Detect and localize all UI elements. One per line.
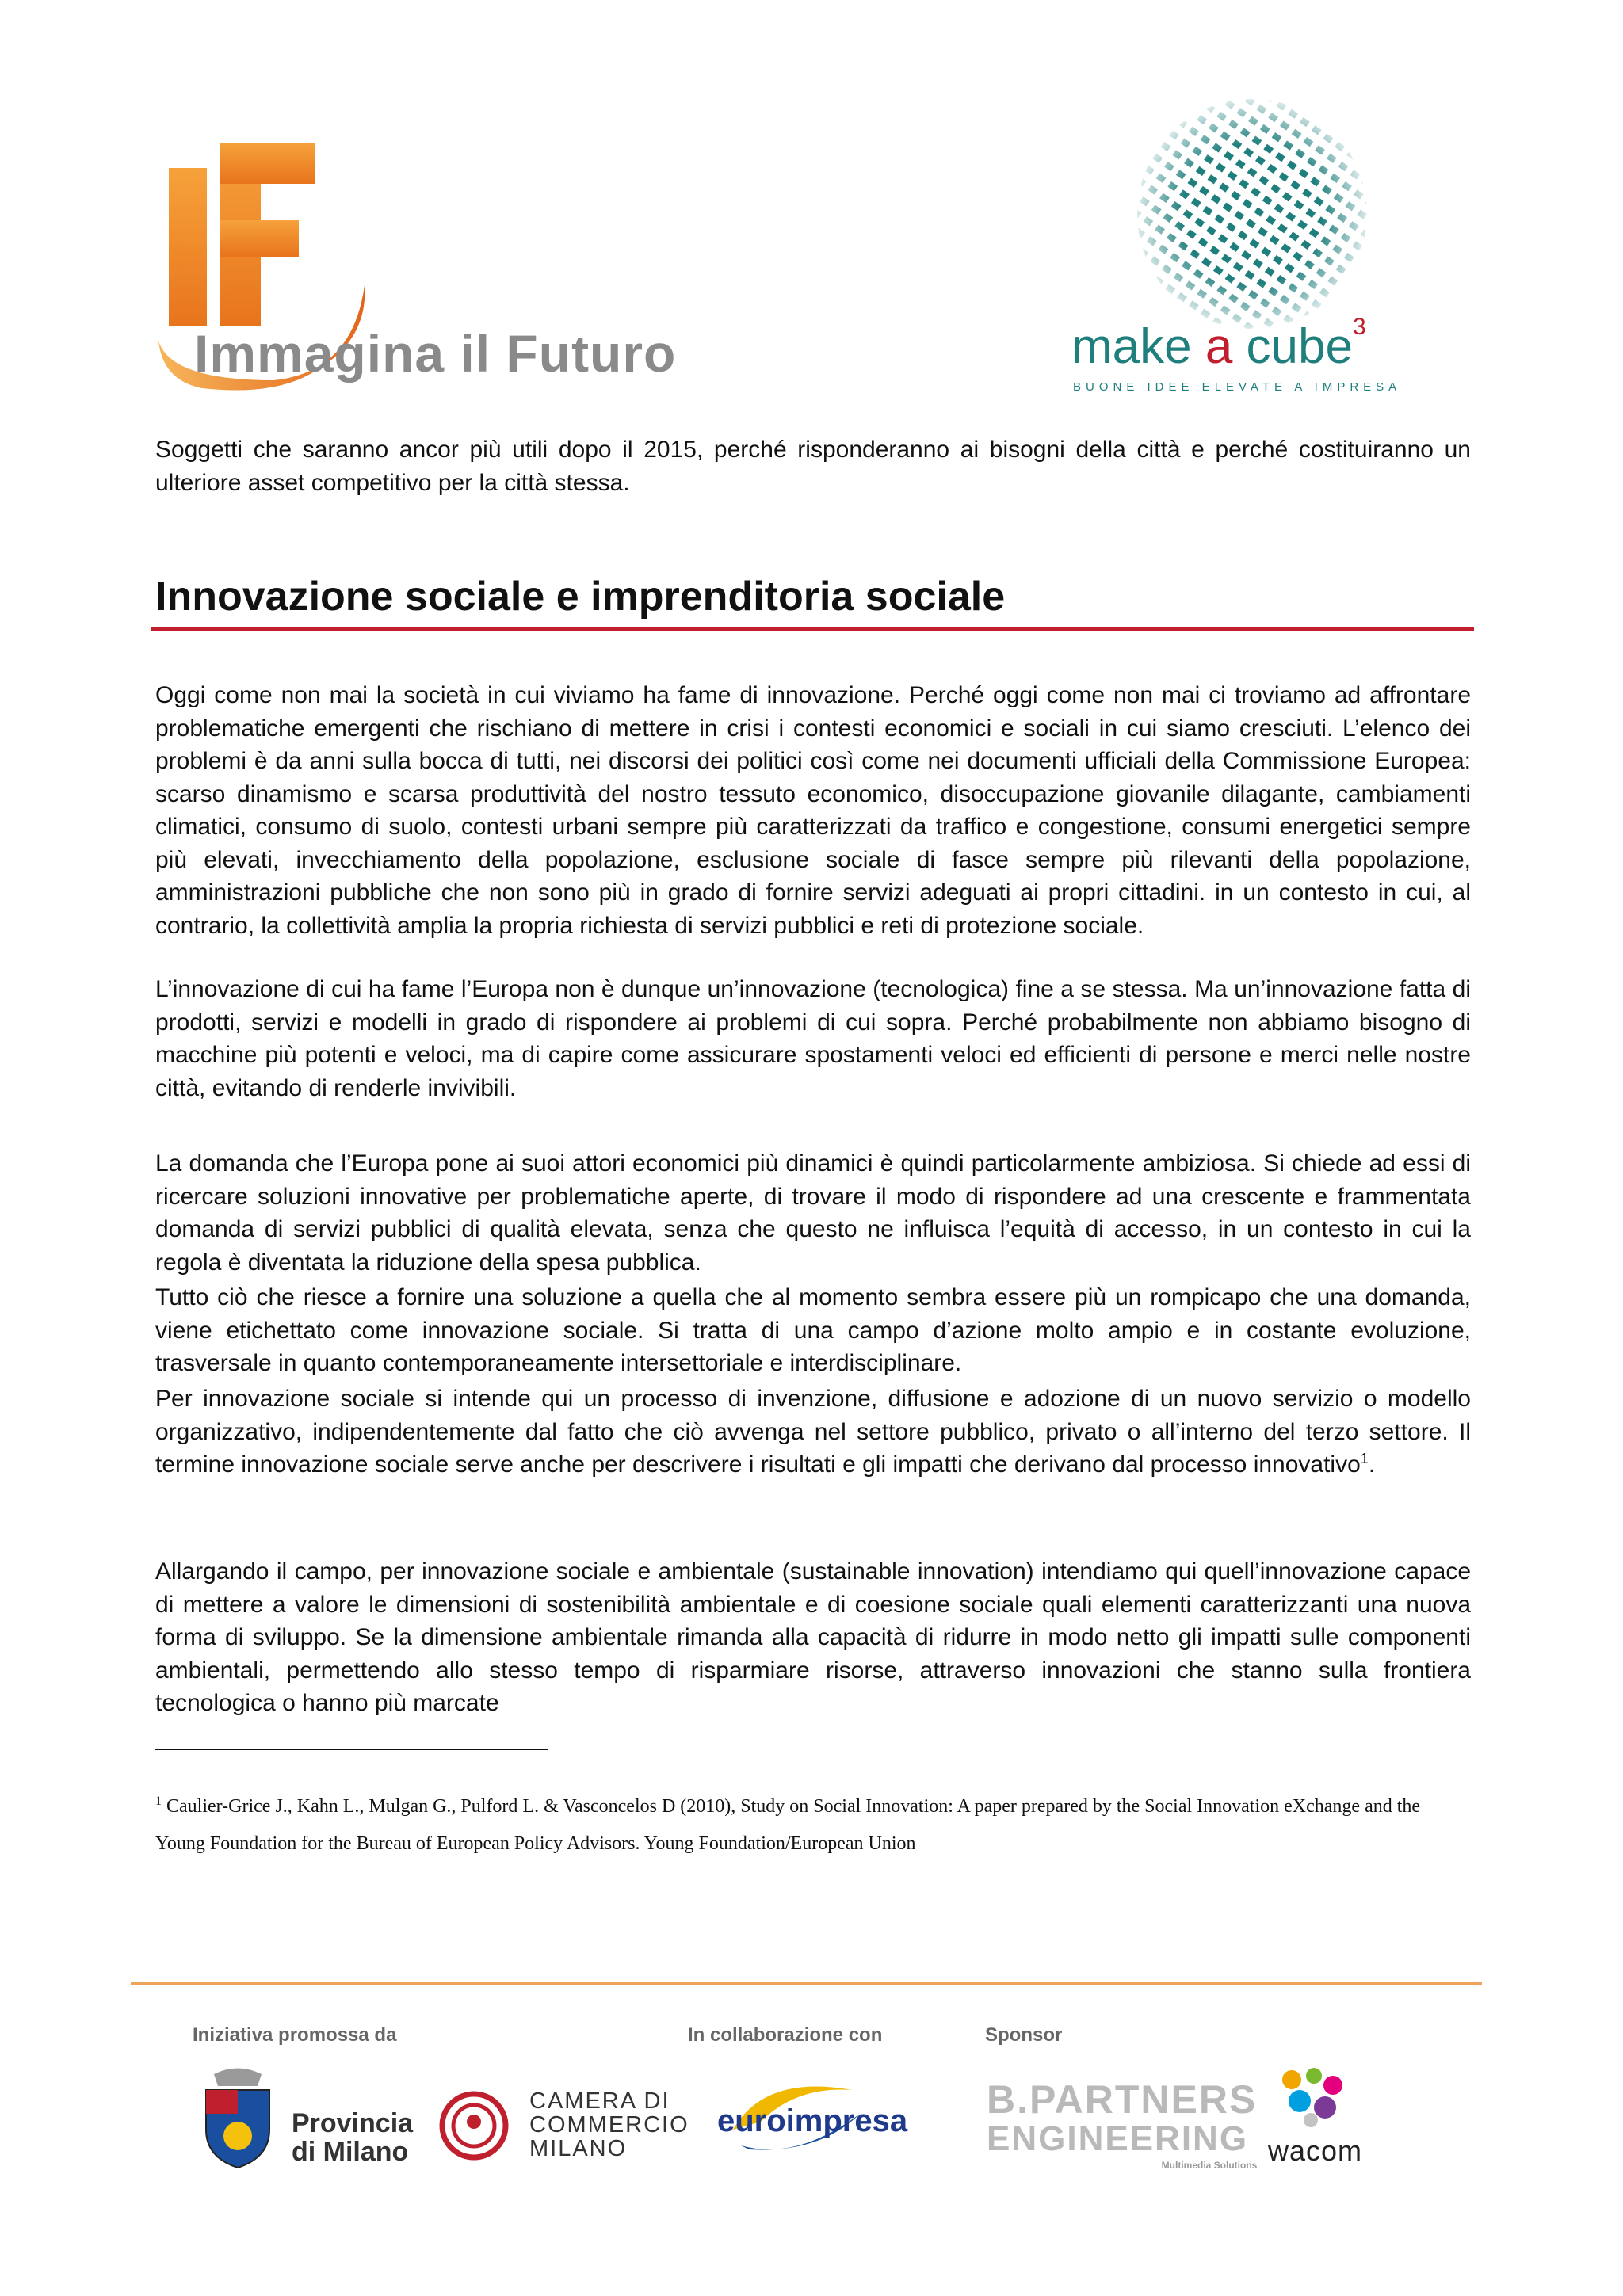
collaboration-label: In collaborazione con <box>688 2024 883 2046</box>
make-a-cube-tagline: BUONE IDEE ELEVATE A IMPRESA <box>1073 380 1402 394</box>
promoted-by-label: Iniziativa promossa da <box>193 2024 397 2046</box>
section-heading: Innovazione sociale e imprenditoria sociale <box>155 574 1006 620</box>
mac-text-a: a <box>1205 319 1233 374</box>
bpartners-line2: ENGINEERING <box>987 2119 1249 2158</box>
footnote-separator <box>155 1749 548 1750</box>
mac-sup: 3 <box>1353 314 1366 340</box>
cube-sphere-icon <box>1125 95 1379 333</box>
wacom-dots-icon <box>1276 2068 1347 2131</box>
paragraph-5-end: . <box>1368 1451 1376 1478</box>
provincia-crest-icon <box>198 2066 277 2169</box>
camera-commercio-emblem-icon <box>438 2090 510 2161</box>
bpartners-wordmark <box>987 2077 1258 2172</box>
provincia-line1: Provincia <box>292 2108 414 2138</box>
heading-underline <box>151 627 1474 631</box>
paragraph-2: L’innovazione di cui ha fame l’Europa non è dunque un’innovazione (tecnologica) fine a se stessa. Ma un’innovazione fatta di prodotti, servizi e modelli in grado di rispondere ai problemi di cui sopra. Perché probabilmente non abbiamo bisogno di macchine più potenti e veloci, ma di capire come assicurare spostamenti veloci ed efficienti di persone e merci nelle nostre città, evitando di renderle invivibili. <box>155 976 1471 1101</box>
immagina-il-futuro-logo <box>155 143 709 404</box>
mac-text-pre: make <box>1071 319 1205 374</box>
bpartners-line1: B.PARTNERS <box>987 2077 1258 2122</box>
paragraph-6: Allargando il campo, per innovazione sociale e ambientale (sustainable innovation) intendiamo qui quell’innovazione capace di mettere a valore le dimensioni di sostenibilità ambientale e di coesione sociale quali elementi caratterizzanti una nuova forma di sviluppo. Se la dimensione ambientale rimanda alla capacità di ridurre in modo netto gli impatti sulle componenti ambientali, permettendo allo stesso tempo di risparmiare risorse, attraverso innovazioni che stanno sulla frontiera tecnologica o hanno più marcate <box>155 1558 1471 1716</box>
intro-paragraph: Soggetti che saranno ancor più utili dopo il 2015, perché risponderanno ai bisogni della città e perché costituiranno un ulteriore asset competitivo per la città stessa. <box>155 437 1471 496</box>
footnote-text: Caulier-Grice J., Kahn L., Mulgan G., Pulford L. & Vasconcelos D (2010), Study on Social Innovation: A paper prepared by the Social Innovation eXchange and the Young Foundation for the Bureau of European Policy Advisors. Young Foundation/European Union <box>155 1796 1421 1854</box>
paragraph-5 <box>155 1383 1471 1482</box>
paragraph-5-text: Per innovazione sociale si intende qui un processo di invenzione, diffusione e adozione di un nuovo servizio o modello organizzativo, indipendentemente dal fatto che ciò avvenga nel settore pubblico, privato o all’interno del terzo settore. Il termine innovazione sociale serve anche per descrivere i risultati e gli impatti che derivano dal processo innovativo <box>155 1386 1471 1478</box>
paragraph-3: La domanda che l’Europa pone ai suoi attori economici più dinamici è quindi particolarmente ambiziosa. Si chiede ad essi di ricercare soluzioni innovative per problematiche aperte, di trovare il modo di rispondere ad una crescente e frammentata domanda di servizi pubblici di qualità elevata, senza che questo ne influisca l’equità di accesso, in un contesto in cui la regola è diventata la riduzione della spesa pubblica. <box>155 1150 1471 1276</box>
provincia-name <box>292 2108 414 2167</box>
wacom-wordmark: wacom <box>1268 2134 1363 2167</box>
paragraph-4: Tutto ciò che riesce a fornire una soluzione a quella che al momento sembra essere più un rompicapo che una domanda, viene etichettato come innovazione sociale. Si tratta di una campo d’azione molto ampio e in costante evoluzione, trasversale in quanto contemporaneamente intersettoriale e interdisciplinare. <box>155 1284 1471 1376</box>
provincia-line2: di Milano <box>292 2137 409 2167</box>
sponsor-label: Sponsor <box>985 2024 1063 2046</box>
footnote <box>155 1783 1471 1863</box>
euroimpresa-wordmark: euroimpresa <box>717 2103 908 2138</box>
camera-line3: MILANO <box>529 2136 628 2161</box>
camera-line2: COMMERCIO <box>529 2112 689 2138</box>
footer-rule <box>131 1982 1482 1985</box>
bpartners-small: Multimedia Solutions <box>1161 2160 1258 2171</box>
footnote-number: 1 <box>155 1794 162 1808</box>
if-logo-text: Immagina il Futuro <box>194 324 677 383</box>
camera-line1: CAMERA DI <box>529 2088 670 2114</box>
camera-commercio-name <box>529 2089 689 2161</box>
make-a-cube-logo <box>1070 95 1450 412</box>
mac-text-post: cube <box>1232 319 1353 374</box>
paragraph-1: Oggi come non mai la società in cui viviamo ha fame di innovazione. Perché oggi come non mai ci troviamo ad affrontare problematiche emergenti che rischiano di mettere in crisi i contesti economici e sociali in cui siamo cresciuti. L’elenco dei problemi è da anni sulla bocca di tutti, nei discorsi dei politici così come nei documenti ufficiali della Commissione Europea: scarso dinamismo e scarsa produttività del nostro tessuto economico, disoccupazione giovanile dilagante, cambiamenti climatici, consumo di suolo, contesti urbani sempre più caratterizzati da traffico e congestione, consumi energetici sempre più elevati, invecchiamento della popolazione, esclusione sociale di fasce sempre più rilevanti della popolazione, amministrazioni pubbliche che non sono più in grado di fornire servizi adeguati ai propri cittadini. in un contesto in cui, al contrario, la collettività amplia la propria richiesta di servizi pubblici e reti di protezione sociale. <box>155 682 1471 939</box>
footnote-ref[interactable]: 1 <box>1360 1451 1369 1466</box>
make-a-cube-wordmark <box>1071 314 1366 375</box>
